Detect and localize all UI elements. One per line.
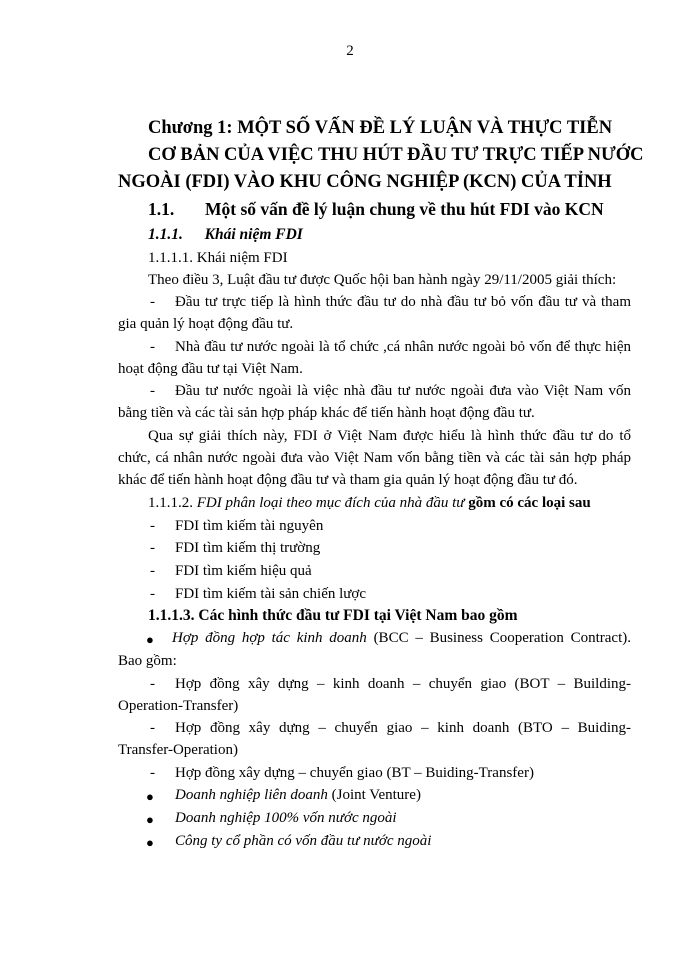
dash-marker: - bbox=[150, 720, 155, 736]
bullet-marker: ● bbox=[146, 789, 154, 804]
dash-marker: - bbox=[150, 518, 155, 534]
summary-line-2: chức, cá nhân nước ngoài đưa vào Việt Nam vốn bằng tiền và các tài sản hợp pháp bbox=[118, 450, 631, 466]
chapter-title-line-3: NGOÀI (FDI) VÀO KHU CÔNG NGHIỆP (KCN) CỦA TỈNH bbox=[118, 172, 612, 192]
fdi-type-item: FDI tìm kiếm thị trường bbox=[175, 540, 321, 556]
section-number: 1.1.1.1. bbox=[148, 250, 193, 266]
definition-2-line-1: Nhà đầu tư nước ngoài là tổ chức ,cá nhân nước ngoài bỏ vốn để thực hiện bbox=[175, 339, 631, 355]
chapter-title-line-2: CƠ BẢN CỦA VIỆC THU HÚT ĐẦU TƯ TRỰC TIẾP NƯỚC bbox=[148, 145, 644, 165]
section-1-1-1-1-heading bbox=[148, 250, 288, 267]
section-number: 1.1.1. bbox=[148, 226, 183, 243]
section-number: 1.1.1.2. bbox=[148, 495, 193, 511]
fdi-type-item: FDI tìm kiếm hiệu quả bbox=[175, 563, 312, 579]
dash-marker: - bbox=[150, 339, 155, 355]
intro-paragraph: Theo điều 3, Luật đầu tư được Quốc hội ban hành ngày 29/11/2005 giải thích: bbox=[148, 272, 617, 288]
definition-3-line-2: bằng tiền và các tài sản hợp pháp khác để tiến hành hoạt động đầu tư. bbox=[118, 405, 535, 421]
jv-italic: Doanh nghiệp liên doanh bbox=[175, 787, 328, 803]
bullet-marker: ● bbox=[146, 632, 154, 647]
bto-line-1: Hợp đồng xây dựng – chuyển giao – kinh doanh (BTO – Buiding- bbox=[175, 720, 631, 736]
bot-line-2: Operation-Transfer) bbox=[118, 698, 239, 714]
section-1-1-1-2-heading bbox=[148, 495, 591, 512]
joint-venture-item bbox=[175, 787, 421, 804]
dash-marker: - bbox=[150, 563, 155, 579]
definition-2-line-2: hoạt động đầu tư tại Việt Nam. bbox=[118, 361, 303, 377]
summary-line-1: Qua sự giải thích này, FDI ở Việt Nam được hiểu là hình thức đầu tư do tổ bbox=[148, 428, 631, 444]
section-1-1-heading bbox=[148, 199, 604, 220]
section-title-bold: gồm có các loại sau bbox=[468, 495, 591, 511]
section-1-1-1-heading bbox=[148, 226, 303, 244]
section-number: 1.1.1.3. bbox=[148, 607, 195, 624]
chapter-title-line-1: Chương 1: MỘT SỐ VẤN ĐỀ LÝ LUẬN VÀ THỰC TIỄN bbox=[148, 118, 613, 138]
definition-3-line-1: Đầu tư nước ngoài là việc nhà đầu tư nước ngoài đưa vào Việt Nam vốn bbox=[175, 383, 631, 399]
joint-stock-item: Công ty cổ phần có vốn đầu tư nước ngoài bbox=[175, 833, 432, 849]
bot-line-1: Hợp đồng xây dựng – kinh doanh – chuyển giao (BOT – Building- bbox=[175, 676, 631, 692]
section-title: Các hình thức đầu tư FDI tại Việt Nam bao gồm bbox=[198, 607, 518, 624]
bcc-rest: (BCC – Business Cooperation Contract). bbox=[373, 630, 631, 646]
bcc-italic: Hợp đồng hợp tác kinh doanh bbox=[172, 630, 367, 646]
bto-line-2: Transfer-Operation) bbox=[118, 742, 238, 758]
fdi-type-item: FDI tìm kiếm tài nguyên bbox=[175, 518, 324, 534]
section-title: Một số vấn đề lý luận chung về thu hút FDI vào KCN bbox=[205, 199, 604, 219]
section-1-1-1-3-heading bbox=[148, 607, 518, 625]
definition-1-line-2: gia quản lý hoạt động đầu tư. bbox=[118, 316, 294, 332]
dash-marker: - bbox=[150, 676, 155, 692]
bullet-marker: ● bbox=[146, 812, 154, 827]
jv-rest: (Joint Venture) bbox=[331, 787, 421, 803]
dash-marker: - bbox=[150, 586, 155, 602]
section-title: Khái niệm FDI bbox=[204, 226, 303, 243]
dash-marker: - bbox=[150, 383, 155, 399]
section-title-italic: FDI phân loại theo mục đích của nhà đầu tư bbox=[196, 495, 465, 511]
section-title: Khái niệm FDI bbox=[196, 250, 288, 266]
section-number: 1.1. bbox=[148, 199, 175, 219]
bcc-line-2: Bao gồm: bbox=[118, 653, 177, 669]
summary-line-3: khác để tiến hành hoạt động đầu tư và tham gia quản lý hoạt động đầu tư đó. bbox=[118, 472, 578, 488]
bcc-line-1 bbox=[172, 630, 631, 647]
foreign-owned-item: Doanh nghiệp 100% vốn nước ngoài bbox=[175, 810, 397, 826]
page-number: 2 bbox=[346, 43, 354, 59]
fdi-type-item: FDI tìm kiếm tài sản chiến lược bbox=[175, 586, 367, 602]
dash-marker: - bbox=[150, 540, 155, 556]
bullet-marker: ● bbox=[146, 835, 154, 850]
bt-line: Hợp đồng xây dựng – chuyển giao (BT – Buiding-Transfer) bbox=[175, 765, 534, 781]
dash-marker: - bbox=[150, 765, 155, 781]
definition-1-line-1: Đầu tư trực tiếp là hình thức đầu tư do nhà đầu tư bỏ vốn đầu tư và tham bbox=[175, 294, 631, 310]
dash-marker: - bbox=[150, 294, 155, 310]
